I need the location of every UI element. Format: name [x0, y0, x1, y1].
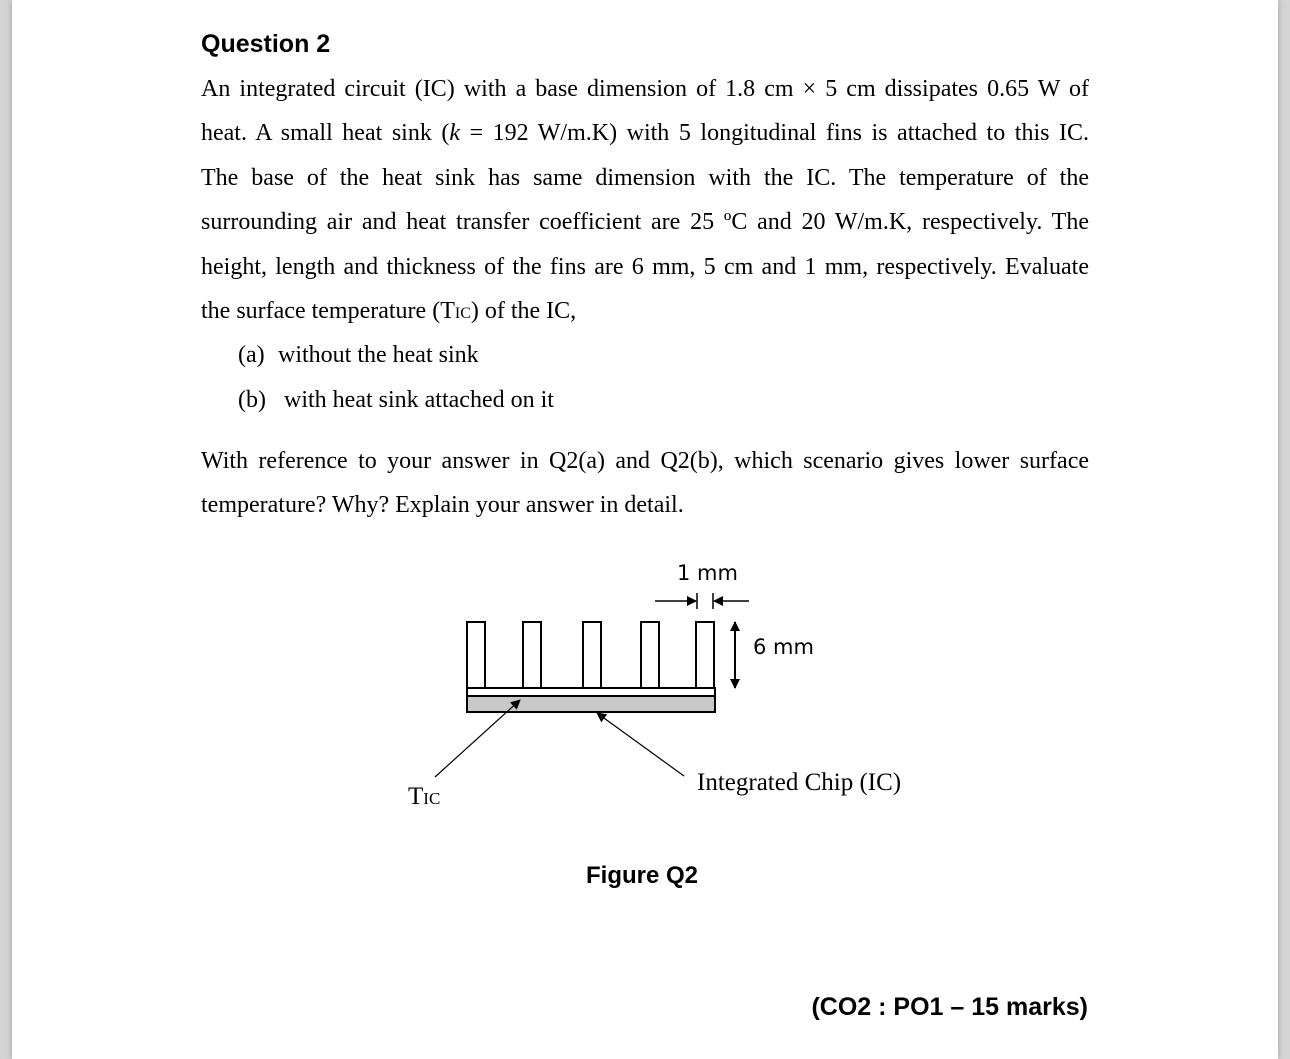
line-6-prefix: the surface temperature (T — [201, 298, 455, 324]
line-2-after: = 192 W/m.K) with 5 longitudinal fins is attached to this IC. — [460, 120, 1089, 146]
fin-2 — [523, 622, 541, 688]
heat-sink-base — [467, 688, 715, 696]
document-page — [12, 0, 1278, 1059]
ic-leader-line — [597, 713, 684, 776]
fin-group — [467, 622, 714, 688]
tic-label-sub: IC — [423, 789, 441, 808]
conductivity-symbol: k — [449, 120, 461, 146]
fin-1 — [467, 622, 485, 688]
fin-3 — [583, 622, 601, 688]
item-b-label: (b) — [238, 387, 266, 413]
paragraph-line-1: An integrated circuit (IC) with a base dimension of 1.8 cm × 5 cm dissipates 0.65 W of — [201, 76, 1089, 102]
figure-caption: Figure Q2 — [586, 862, 699, 889]
question-title: Question 2 — [201, 30, 331, 58]
item-b-text: with heat sink attached on it — [284, 387, 554, 413]
line-6-suffix: ) of the IC, — [470, 298, 577, 324]
followup-line-1: With reference to your answer in Q2(a) and Q2(b), which scenario gives lower surface — [201, 448, 1089, 474]
fin-4 — [641, 622, 659, 688]
paragraph-line-4: surrounding air and heat transfer coefficient are 25 ºC and 20 W/m.K, respectively. The — [201, 209, 1089, 235]
paragraph-line-5: height, length and thickness of the fins are 6 mm, 5 cm and 1 mm, respectively. Evaluate — [201, 254, 1089, 280]
heat-sink-figure — [12, 0, 1278, 1059]
line-2-before: heat. A small heat sink ( — [201, 120, 450, 146]
item-a-text: without the heat sink — [278, 342, 479, 368]
integrated-chip — [467, 696, 715, 712]
tic-label — [408, 783, 440, 810]
item-a-label: (a) — [238, 342, 265, 368]
fin-5 — [696, 622, 714, 688]
line-6-subscript: IC — [454, 305, 471, 322]
marks-label: (CO2 : PO1 – 15 marks) — [811, 993, 1088, 1021]
followup-line-2: temperature? Why? Explain your answer in detail. — [201, 492, 684, 518]
height-label: 6 mm — [753, 635, 814, 659]
thickness-label: 1 mm — [677, 561, 738, 585]
paragraph-line-3: The base of the heat sink has same dimension with the IC. The temperature of the — [201, 165, 1089, 191]
ic-label: Integrated Chip (IC) — [697, 769, 902, 796]
tic-label-main: T — [408, 783, 424, 810]
